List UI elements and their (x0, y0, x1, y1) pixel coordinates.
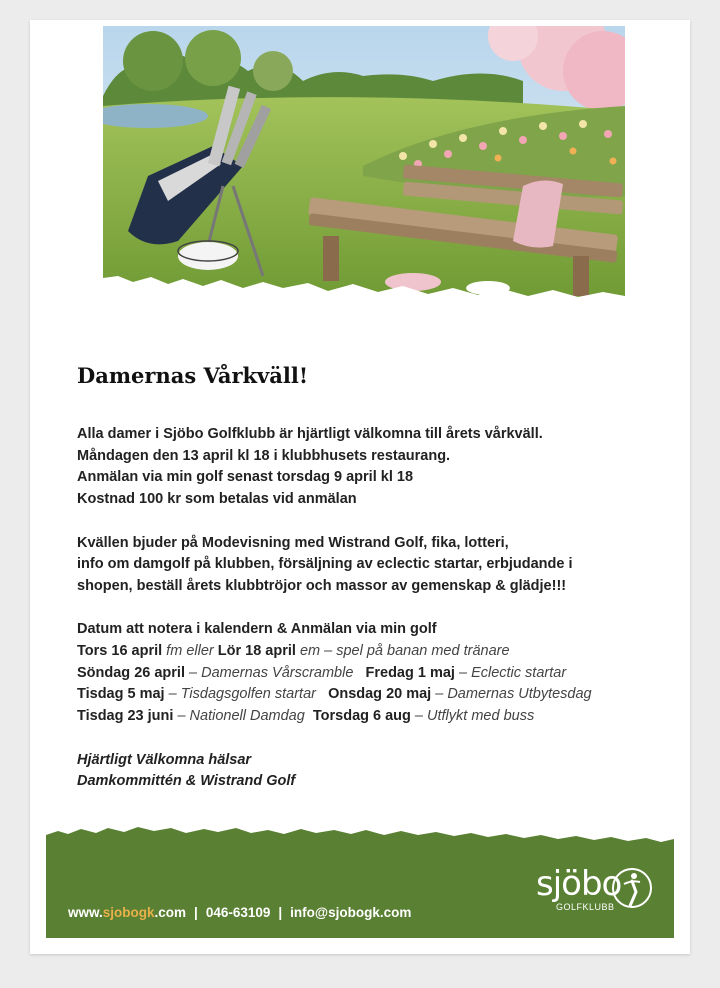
calendar-row (77, 706, 677, 728)
calendar-text: em – spel på banan med tränare (295, 643, 510, 659)
page-title: Damernas Vårkväll! (77, 363, 309, 388)
calendar-date: Lör 18 april (217, 643, 296, 659)
email-link[interactable]: info@sjobogk.com (290, 905, 412, 920)
calendar-date: Tisdag 5 maj (77, 686, 165, 703)
calendar-heading: Datum att notera i kalendern & Anmälan via min golf (77, 621, 437, 638)
calendar-text: – Damernas Vårscramble (184, 664, 366, 681)
logo-wordmark: sjöbo (536, 864, 622, 904)
calendar-date: Onsdag 20 maj (328, 686, 432, 703)
calendar-row (77, 684, 677, 706)
divider: | (278, 905, 283, 920)
program-line: info om damgolf på klubben, försäljning av eclectic startar, erbjudande i (77, 556, 573, 573)
hero-illustration (103, 26, 625, 301)
intro-line: Måndagen den 13 april kl 18 i klubbhusets restaurang. (77, 447, 451, 464)
logo-subtitle: GOLFKLUBB (556, 902, 615, 912)
calendar-date: Tisdag 23 juni (77, 708, 174, 725)
signature-line: Hjärtligt Välkomna hälsar (77, 751, 252, 768)
signature-line: Damkommittén & Wistrand Golf (77, 773, 296, 790)
calendar-text: – Nationell Damdag (173, 708, 313, 725)
poster (30, 20, 690, 954)
footer-contact (68, 905, 411, 920)
calendar-text: – Damernas Utbytesdag (431, 686, 592, 703)
intro-section (77, 424, 677, 511)
intro-line: Kostnad 100 kr som betalas vid anmälan (77, 491, 357, 508)
website-link[interactable]: www.sjobogk.com (68, 905, 187, 920)
calendar-section (77, 619, 677, 728)
program-line: Kvällen bjuder på Modevisning med Wistrand Golf, fika, lotteri, (77, 534, 509, 551)
calendar-text: fm eller (162, 643, 218, 659)
content-body (77, 424, 677, 793)
calendar-date: Tors 16 april (77, 643, 163, 659)
calendar-date: Torsdag 6 aug (312, 708, 411, 725)
calendar-row (77, 663, 677, 685)
divider: | (194, 905, 198, 920)
program-section (77, 533, 677, 598)
phone-number[interactable]: 046-63109 (205, 905, 271, 920)
golfer-icon (610, 866, 654, 910)
calendar-text: – Tisdagsgolfen startar (164, 686, 329, 703)
calendar-text: – Eclectic startar (454, 664, 567, 681)
club-logo (536, 864, 656, 924)
intro-line: Alla damer i Sjöbo Golfklubb är hjärtligt välkomna till årets vårkväll. (77, 426, 543, 442)
calendar-date: Söndag 26 april (77, 664, 185, 681)
intro-line: Anmälan via min golf senast torsdag 9 april kl 18 (77, 469, 414, 486)
calendar-text: – Utflykt med buss (410, 708, 535, 725)
calendar-row (77, 641, 677, 663)
signature-section (77, 750, 677, 793)
program-line: shopen, beställ årets klubbtröjor och massor av gemenskap & glädje!!! (77, 577, 567, 594)
calendar-date: Fredag 1 maj (365, 664, 455, 681)
